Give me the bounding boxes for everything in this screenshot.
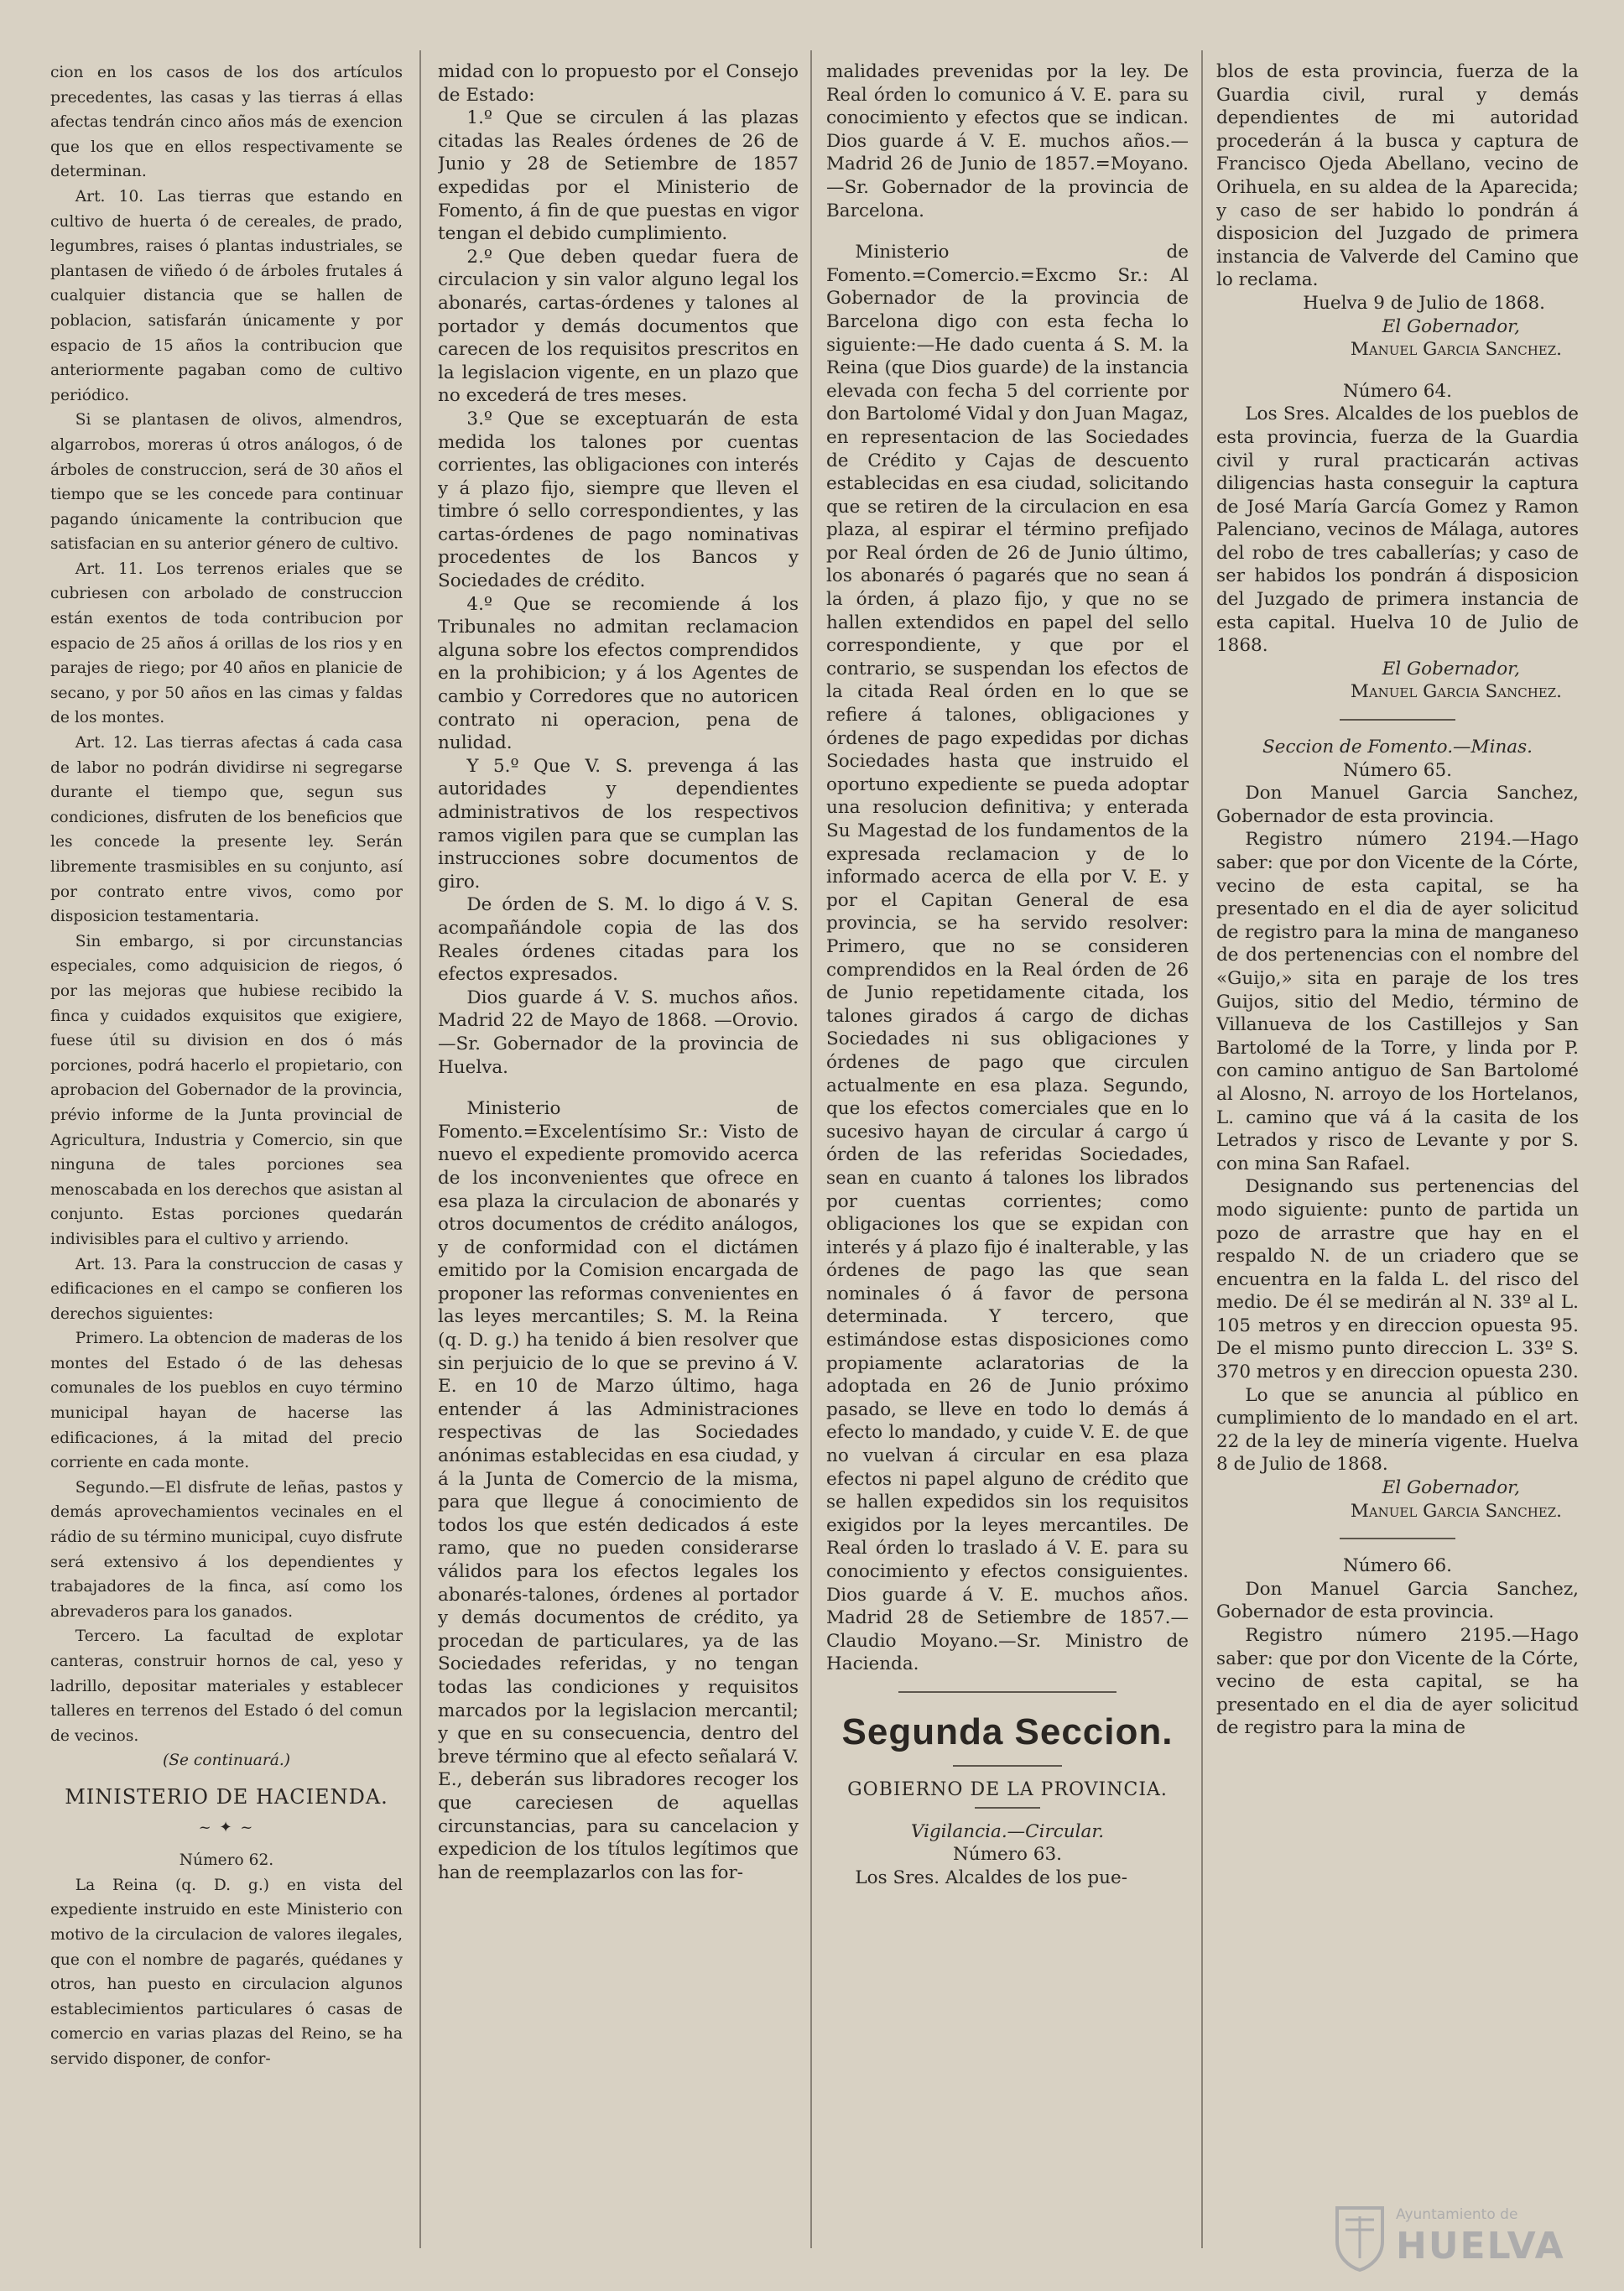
paragraph: Art. 10. Las tierras que estando en cultivo de huerta ó de cereales, de prado, legumbres, raises ó plantas industriales, se plantasen de viñedo ó de árboles frutales á cualquier distancia que se hallen de poblacion, satisfarán únicamente y por espacio de 15 años la contribucion que anteriormente pagaban como de cultivo periódico. [50,187,403,404]
column-rule [1201,50,1203,2248]
shield-crest-icon [1334,2205,1386,2273]
paragraph: Si se plantasen de olivos, almendros, algarrobos, moreras ú otros análogos, ó de árboles de construccion, será de 30 años el tiempo que se les concede para continuar pagando únicamente la contribucion que satisfacian en su anterior género de cultivo. [50,411,403,554]
paragraph: 3.º Que se exceptuarán de esta medida los talones por cuentas corrientes, las obligaciones con interés y á plazo fijo, siempre que lleven el timbre ó sello correspondientes, y las cartas-órdenes de pago nominativas procedentes de los Bancos y Sociedades de crédito. [438,408,799,592]
number-heading: Número 66. [1342,1555,1453,1577]
date-line: Huelva 9 de Julio de 1868. [1303,292,1545,314]
paragraph: Y 5.º Que V. S. prevenga á las autoridades y dependientes administrativos de los respectivos ramos vigilen para que se cumplan las instrucciones sobre documentos de giro. [438,755,799,893]
paragraph: Dios guarde á V. S. muchos años. Madrid 22 de Mayo de 1868. —Orovio.—Sr. Gobernador de la provincia de Huelva. [438,987,799,1078]
paragraph: Art. 11. Los terrenos eriales que se cubriesen con arbolado de construccion están exentos de toda contribucion por espacio de 25 años á orillas de los rios y en parajes de riego; por 40 años en planicie de secano, y por 50 años en las cimas y faldas de los montes. [50,560,403,727]
paragraph: Art. 12. Las tierras afectas á cada casa de labor no podrán dividirse ni segregarse durante el tiempo que, segun sus condiciones, disfruten de los beneficios que les concede la presente ley. Serán libremente trasmisibles en su conjunto, así por contrato entre vivos, como por disposicion testamentaria. [50,734,403,926]
section-heading: Seccion de Fomento.—Minas. [1262,737,1533,758]
paragraph: Sin embargo, si por circunstancias especiales, como adquisicion de riegos, ó por las mejoras que hubiese recibido la finca y cuidados exquisitos que exigiere, fuese útil su division en dos ó más porciones, podrá hacerlo el propietario, con aprobacion del Gobernador de la provincia, prévio informe de la Junta provincial de Agricultura, Industria y Comercio, sin que ninguna de tales porciones sea menoscabada en los derechos que asistan al conjunto. Estas porciones quedarán indivisibles para el cultivo y arriendo. [50,932,403,1248]
paragraph: Registro número 2194.—Hago saber: que por don Vicente de la Córte, vecino de esta capital, se ha presentado en el dia de ayer solicitud de registro para la mina de manganeso de dos pertenencias con el nombre del «Guijo,» sita en paraje de los tres Guijos, sitio del Medio, término de Villanueva de los Castillejos y San Bartolomé de la Torre, y linda por P. con camino antiguo de San Bartolomé al Alosno, N. arroyo de los Hortelanos, L. camino que vá á la casita de los Letrados y risco de Levante y por S. con mina San Rafael. [1216,829,1579,1174]
paragraph: malidades prevenidas por la ley. De Real órden lo comunico á V. E. para su conocimiento y efectos que se indican. Dios guarde á V. E. muchos años.—Madrid 26 de Junio de 1857.=Moyano.—Sr. Gobernador de la provincia de Barcelona. [826,61,1189,221]
divider [1340,1538,1455,1539]
column-1 [50,60,403,2275]
paragraph: Don Manuel Garcia Sanchez, Gobernador de esta provincia. [1216,1578,1579,1623]
number-heading: Número 62. [179,1851,274,1870]
number-heading: Número 64. [1342,380,1453,402]
continue-note: (Se continuará.) [162,1752,291,1770]
watermark-line1: Ayuntamiento de [1396,2206,1518,2223]
signature-name: Manuel Garcia Sanchez. [1350,1500,1562,1522]
divider [975,1807,1040,1809]
signature-title: El Gobernador, [1382,1477,1520,1499]
paragraph: Segundo.—El disfrute de leñas, pastos y demás aprovechamientos vecinales en el rádio de su término municipal, cuyo disfrute será extensivo á los dependientes y trabajadores de la finca, así como los abrevaderos para los ganados. [50,1478,403,1621]
signature-title: El Gobernador, [1382,315,1520,337]
paragraph: 1.º Que se circulen á las plazas citadas las Reales órdenes de 26 de Junio y 28 de Setiembre de 1857 expedidas por el Ministerio de Fomento, á fin de que puestas en vigor tengan el debido cumplimiento. [438,107,799,245]
paragraph: Registro número 2195.—Hago saber: que por don Vicente de la Córte, vecino de esta capital, se ha presentado en el dia de ayer solicitud de registro para la mina de [1216,1625,1579,1739]
huelva-watermark [1334,2200,1611,2283]
paragraph: Don Manuel Garcia Sanchez, Gobernador de esta provincia. [1216,783,1579,827]
column-2 [438,60,799,2275]
divider [898,1691,1116,1693]
paragraph: Designando sus pertenencias del modo siguiente: punto de partida un pozo de arrastre que hay en el respaldo N. de un criadero que se encuentra en la falda L. del risco del medio. De él se medirán al N. 33º al L. 105 metros y en direccion opuesta 95. De el mismo punto direccion L. 33º S. 370 metros y en direccion opuesta 230. [1216,1176,1579,1383]
ornament: ~ ✦ ~ [198,1818,255,1836]
paragraph: midad con lo propuesto por el Consejo de Estado: [438,61,799,106]
paragraph: Lo que se anuncia al público en cumplimiento de lo mandado en el art. 22 de la ley de minería vigente. Huelva 8 de Julio de 1868. [1216,1384,1579,1476]
ministry-heading: MINISTERIO DE HACIENDA. [65,1784,388,1809]
paragraph: Art. 13. Para la construccion de casas y edificaciones en el campo se confieren los derechos siguientes: [50,1255,403,1323]
paragraph: De órden de S. M. lo digo á V. S. acompañándole copia de las dos Reales órdenes citadas para los efectos expresados. [438,894,799,986]
signature-name: Manuel Garcia Sanchez. [1350,681,1562,703]
number-heading: Número 63. [952,1844,1063,1866]
watermark-line2: HUELVA [1396,2225,1565,2268]
column-rule [419,50,421,2248]
paragraph: 2.º Que deben quedar fuera de circulacion y sin valor alguno legal los abonarés, cartas-órdenes y talones al portador y demás documentos que carecen de los requisitos prescritos en la legislacion vigente, en un plazo que no excederá de tres meses. [438,246,799,407]
number-heading: Número 65. [1342,759,1453,781]
paragraph: La Reina (q. D. g.) en vista del expediente instruido en este Ministerio con motivo de la circulacion de valores ilegales, que con el nombre de pagarés, quédanes y otros, han puesto en circulacion algunos establecimientos particulares ó casas de comercio en varias plazas del Reino, se ha servido disponer, de confor- [50,1876,403,2068]
paragraph: Ministerio de Fomento.=Excelentísimo Sr.: Visto de nuevo el expediente promovido acerca de los inconvenientes que ofrece en esa plaza la circulacion de abonarés y otros documentos de crédito análogos, y de conformidad con el dictámen emitido por la Comision encargada de proponer las reformas convenientes en las leyes mercantiles; S. M. la Reina (q. D. g.) ha tenido á bien resolver que sin perjuicio de lo que se previno á V. E. en 10 de Marzo último, haga entender á las Administraciones respectivas de las Sociedades anónimas establecidas en esa ciudad, y á la Junta de Comercio de la misma, para que llegue á conocimiento de todos los que estén dedicados á este ramo, que no pueden considerarse válidos para los efectos legales los abonarés-talones, órdenes al portador y demás documentos de crédito, ya procedan de particulares, ya de las Sociedades referidas, y no tengan todas las condiciones y requisitos marcados por la legislacion mercantil; y que en su consecuencia, dentro del breve término que al efecto señalará V. E., deberán sus libradores recoger los que careciesen de aquellas circunstancias, para su cancelacion y expedicion de los títulos legítimos que han de reemplazarlos con las for- [438,1098,799,1883]
circular-heading: Vigilancia.—Circular. [910,1820,1105,1842]
section-title: Segunda Seccion. [841,1710,1174,1752]
divider [1340,719,1455,721]
paragraph: Los Sres. Alcaldes de los pue- [855,1867,1128,1888]
paragraph: cion en los casos de los dos artículos precedentes, las casas y las tierras á ellas afectas tendrán cinco años más de exencion que los que en ellos respectivamente se determinan. [50,64,403,181]
paragraph: 4.º Que se recomiende á los Tribunales no admitan reclamacion alguna sobre los efectos comprendidos en la prohibicion; y á los Agentes de cambio y Corredores que no autoricen contrato ni operacion, pena de nulidad. [438,593,799,754]
paragraph: Primero. La obtencion de maderas de los montes del Estado ó de las dehesas comunales de los pueblos en cuyo término municipal hayan de hacerse las edificaciones, á la mitad del precio corriente en cada monte. [50,1330,403,1472]
column-rule [810,50,812,2248]
signature-name: Manuel Garcia Sanchez. [1350,339,1562,361]
column-4 [1216,60,1579,2275]
paragraph: Tercero. La facultad de explotar canteras, construir hornos de cal, yeso y ladrillo, depositar materiales y establecer talleres en terrenos del Estado ó del comun de vecinos. [50,1627,403,1745]
paragraph: Ministerio de Fomento.=Comercio.=Excmo Sr.: Al Gobernador de la provincia de Barcelona digo con esta fecha lo siguiente:—He dado cuenta á S. M. la Reina (que Dios guarde) de la instancia elevada con fecha 5 del corriente por don Bartolomé Vidal y don Juan Magaz, en representacion de las Sociedades de Crédito y Cajas de descuento establecidas en esa ciudad, solicitando que se retiren de la circulacion en esa plaza, al espirar el término prefijado por Real órden de 26 de Junio último, los abonarés ó pagarés que no sean á la órden, á plazo fijo, y que no se hallen extendidos en papel del sello correspondiente, y que por el contrario, se suspendan los efectos de la citada Real órden en lo que se refiere á talones, obligaciones y órdenes de pago expedidas por dichas Sociedades hasta que instruido el oportuno expediente se pueda adoptar una resolucion definitiva; y enterada Su Magestad de los fundamentos de la expresada reclamacion y de lo informado acerca de ella por V. E. y por el Capitan General de esa provincia, se ha servido resolver: Primero, que no se consideren comprendidos en la Real órden de 26 de Junio repetidamente citada, los talones girados á cargo de dichas Sociedades ni sus obligaciones y órdenes de pago que circulen actualmente en esa plaza. Segundo, que los efectos comerciales que en lo sucesivo hayan de circular á cargo ú órden de las referidas Sociedades, sean en cuanto á talones los librados por cuentas corrientes; como obligaciones los que se expidan con interés y á plazo fijo é inalterable, y las órdenes de pago las que sean nominales ó á favor de persona determinada. Y tercero, que estimándose estas disposiciones como propiamente aclaratorias de la adoptada en 26 de Junio próximo pasado, se lleve en todo lo demás á efecto lo mandado, y cuide V. E. de que no vuelvan á circular en esa plaza efectos ni papel alguno de crédito que se hallen expedidos sin los requisitos exigidos por la leyes mercantiles. De Real órden lo traslado á V. E. para su conocimiento y efectos consiguientes. Dios guarde á V. E. muchos años. Madrid 28 de Setiembre de 1857.—Claudio Moyano.—Sr. Ministro de Hacienda. [826,242,1189,1675]
government-heading: GOBIERNO DE LA PROVINCIA. [847,1778,1168,1800]
column-3 [826,60,1189,2275]
divider [953,1765,1062,1767]
paragraph: blos de esta provincia, fuerza de la Guardia civil, rural y demás dependientes de mi autoridad procederán á la busca y captura de Francisco Ojeda Abellano, vecino de Orihuela, en su aldea de la Aparecida; y caso de ser habido lo pondrán á disposicion del Juzgado de primera instancia de Valverde del Camino que lo reclama. [1216,61,1579,291]
paragraph: Los Sres. Alcaldes de los pueblos de esta provincia, fuerza de la Guardia civil y rural practicarán activas diligencias hasta conseguir la captura de José María García Gomez y Ramon Palenciano, vecinos de Málaga, autores del robo de tres caballerías; y caso de ser habidos los pondrán á disposicion del Juzgado de primera instancia de esta capital. Huelva 10 de Julio de 1868. [1216,404,1579,657]
signature-title: El Gobernador, [1382,658,1520,679]
